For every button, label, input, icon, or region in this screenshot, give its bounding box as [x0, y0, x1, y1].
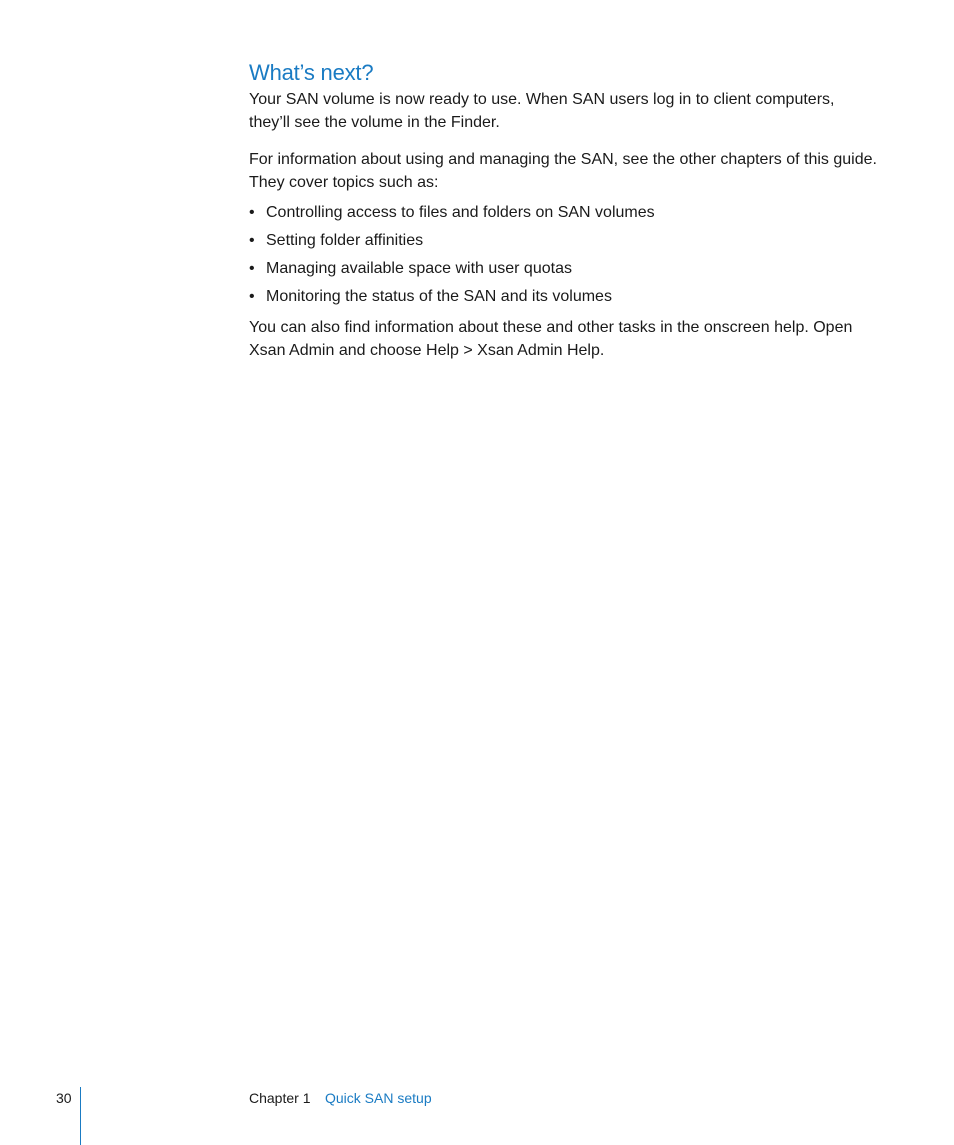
bullet-icon: • [249, 260, 255, 277]
footer-chapter-label: Chapter 1 [249, 1090, 311, 1106]
page-number: 30 [56, 1090, 72, 1106]
list-item [249, 285, 879, 308]
list-item-text: Controlling access to files and folders on SAN volumes [266, 204, 655, 221]
help-paragraph: You can also find information about these and other tasks in the onscreen help. Open Xsan Admin and choose Help > Xsan Admin Help. [249, 319, 853, 359]
section-title: What’s next? [249, 60, 374, 85]
bullet-icon: • [249, 232, 255, 249]
topics-list [249, 201, 879, 308]
list-item [249, 201, 879, 224]
topics-intro-paragraph: For information about using and managing the SAN, see the other chapters of this guide. They cover topics such as: [249, 151, 877, 191]
footer-chapter-title: Quick SAN setup [325, 1090, 432, 1106]
footer-divider [80, 1087, 81, 1145]
page-content [249, 58, 879, 362]
bullet-icon: • [249, 288, 255, 305]
bullet-icon: • [249, 204, 255, 221]
list-item [249, 229, 879, 252]
intro-paragraph: Your SAN volume is now ready to use. When SAN users log in to client computers, they’ll see the volume in the Finder. [249, 91, 835, 131]
list-item-text: Managing available space with user quotas [266, 260, 572, 277]
list-item-text: Monitoring the status of the SAN and its volumes [266, 288, 612, 305]
list-item-text: Setting folder affinities [266, 232, 424, 249]
list-item [249, 257, 879, 280]
